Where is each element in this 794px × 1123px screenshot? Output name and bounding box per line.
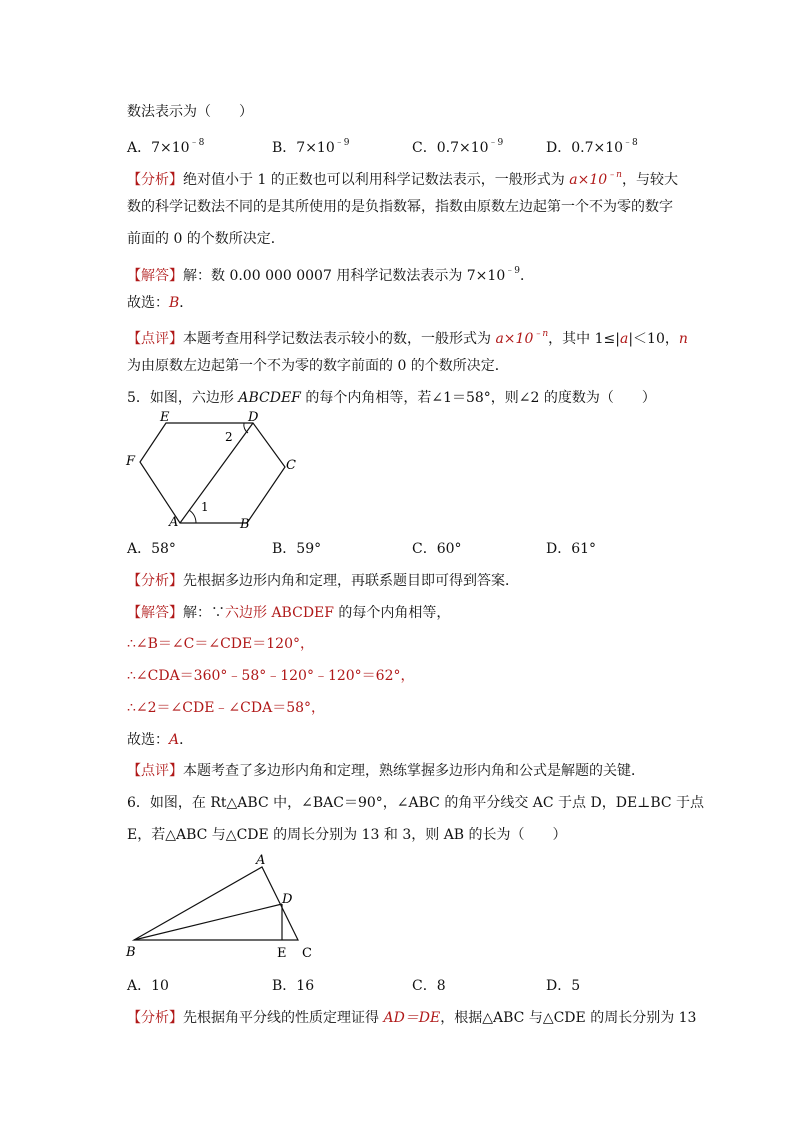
q5-step3: ∴∠2＝∠CDE﹣∠CDA＝58°， (127, 700, 326, 716)
label-c: C (286, 458, 296, 473)
label-a: A (256, 853, 266, 868)
label-b: B (126, 945, 136, 960)
label-c: C (302, 946, 312, 961)
q5-step1: ∴∠B＝∠C＝∠CDE＝120°， (127, 636, 314, 652)
label-e: E (160, 410, 170, 425)
q5-option-a: A．58° (127, 541, 176, 557)
bisector-bd (134, 904, 282, 940)
q4-stem-tail: 数法表示为（ ） (127, 104, 253, 120)
q5-stem: 5．如图，六边形 ABCDEF 的每个内角相等，若∠1＝58°，则∠2 的度数为（ ） (127, 390, 656, 406)
diagonal-ad (180, 423, 253, 523)
q5-hexagon-figure (120, 405, 310, 535)
q4-analysis-line1: 【分析】绝对值小于 1 的正数也可以利用科学记数法表示，一般形式为 $a\times 10^{﹣n}$，与较大 (127, 170, 678, 188)
hexagon-outline (140, 423, 285, 523)
q4-comment-line2: 为由原数左边起第一个不为零的数字前面的 0 的个数所决定． (127, 358, 509, 374)
q6-analysis: 【分析】先根据角平分线的性质定理证得 AD＝DE，根据△ABC 与△CDE 的周长分别为 13 (127, 1010, 697, 1026)
q6-stem-line1: 6．如图，在 Rt△ABC 中，∠BAC＝90°，∠ABC 的角平分线交 AC 于点 D，DE⊥BC 于点 (127, 795, 705, 811)
q5-answer: 【解答】解：∵六边形 ABCDEF 的每个内角相等， (127, 605, 451, 621)
q6-stem-line2: E，若△ABC 与△CDE 的周长分别为 13 和 3，则 AB 的长为（ ） (127, 827, 567, 843)
q5-step2: ∴∠CDA＝360°﹣58°﹣120°﹣120°＝62°， (127, 668, 415, 684)
q6-option-b: B．16 (272, 978, 315, 994)
q4-analysis-line2: 数的科学记数法不同的是其所使用的是负指数幂，指数由原数左边起第一个不为零的数字 (127, 199, 673, 215)
label-d: D (248, 410, 259, 425)
q4-option-c: C．$0.7\times 10^{﹣9}$ (412, 138, 504, 156)
q4-comment-line1: 【点评】本题考查用科学记数法表示较小的数，一般形式为 $a\times 10^{﹣n}$，其中 1≤|a|＜10，n (127, 329, 688, 347)
q6-triangle-figure (120, 850, 330, 965)
q4-option-b: B．$7\times 10^{﹣9}$ (272, 138, 350, 156)
q4-analysis-line3: 前面的 0 的个数所决定． (127, 231, 285, 247)
q4-answer: 【解答】解：数 0.00 000 0007 用科学记数法表示为 $7\times 10^{﹣9}$． (127, 266, 534, 284)
q4-option-d: D．$0.7\times 10^{﹣8}$ (546, 138, 638, 156)
q6-option-c: C．8 (412, 978, 446, 994)
q6-option-a: A．10 (127, 978, 169, 994)
label-f: F (126, 454, 136, 469)
angle-1-arc (189, 510, 196, 523)
label-e: E (277, 946, 287, 961)
label-a: A (169, 515, 179, 530)
q5-analysis: 【分析】先根据多边形内角和定理，再联系题目即可得到答案． (127, 573, 519, 589)
q5-option-c: C．60° (412, 541, 462, 557)
label-b: B (240, 517, 250, 532)
label-angle-2: 2 (225, 430, 233, 444)
q5-option-b: B．59° (272, 541, 322, 557)
q5-comment: 【点评】本题考查了多边形内角和定理，熟练掌握多边形内角和公式是解题的关键． (127, 763, 645, 779)
q5-choice: 故选：A． (127, 732, 194, 748)
label-angle-1: 1 (201, 500, 209, 514)
q5-option-d: D．61° (546, 541, 597, 557)
label-d: D (282, 892, 293, 907)
q6-option-d: D．5 (546, 978, 581, 994)
q4-choice: 故选：B． (127, 295, 194, 311)
q4-option-a: A．$7\times 10^{﹣8}$ (127, 138, 205, 156)
triangle-abc (134, 867, 298, 940)
